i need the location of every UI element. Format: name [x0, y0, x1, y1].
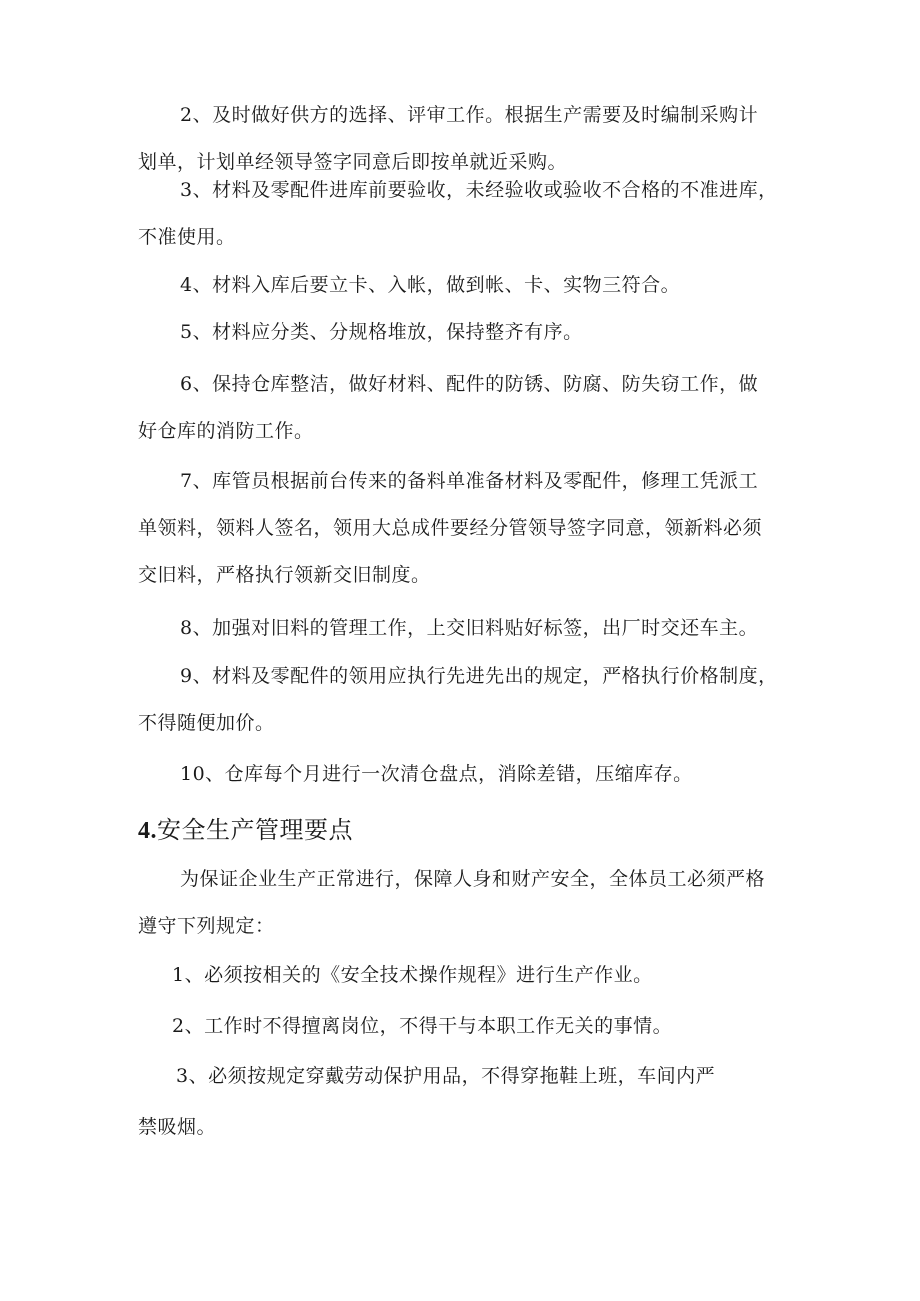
list-item-6	[138, 369, 798, 446]
text-line: 遵守下列规定：	[138, 915, 275, 937]
list-item-10	[138, 759, 798, 789]
text-line: 2、工作时不得擅离岗位，不得干与本职工作无关的事情。	[172, 1015, 673, 1037]
list-item-4	[138, 270, 798, 300]
text-line: 8、加强对旧料的管理工作，上交旧料贴好标签，出厂时交还车主。	[180, 617, 759, 639]
text-line: 禁吸烟。	[138, 1116, 217, 1138]
text-line: 4、材料入库后要立卡、入帐，做到帐、卡、实物三符合。	[180, 274, 681, 296]
text-line: 交旧料，严格执行领新交旧制度。	[138, 564, 431, 586]
intro-paragraph	[138, 864, 798, 941]
list-item-5	[138, 317, 798, 347]
text-line: 7、库管员根据前台传来的备料单准备材料及零配件，修理工凭派工	[180, 470, 759, 492]
section-heading	[138, 812, 353, 849]
rule-item-1	[138, 960, 798, 990]
text-line: 6、保持仓库整洁，做好材料、配件的防锈、防腐、防失窃工作，做	[180, 373, 759, 395]
text-line: 不准使用。	[138, 226, 236, 248]
rule-item-3	[138, 1061, 798, 1142]
section-number: 4.	[138, 818, 157, 844]
text-line: 9、材料及零配件的领用应执行先进先出的规定，严格执行价格制度，	[180, 665, 778, 687]
text-line: 单领料，领料人签名，领用大总成件要经分管领导签字同意，领新料必须	[138, 517, 763, 539]
list-item-2	[138, 100, 798, 177]
text-line: 5、材料应分类、分规格堆放，保持整齐有序。	[180, 321, 583, 343]
text-line: 划单，计划单经领导签字同意后即按单就近采购。	[138, 151, 568, 173]
text-line: 3、材料及零配件进库前要验收，未经验收或验收不合格的不准进库，	[180, 179, 778, 201]
text-line: 10、仓库每个月进行一次清仓盘点，消除差错，压缩库存。	[180, 763, 693, 785]
text-line: 好仓库的消防工作。	[138, 420, 314, 442]
text-line: 3、必须按规定穿戴劳动保护用品，不得穿拖鞋上班，车间内严	[176, 1065, 716, 1087]
list-item-7	[138, 466, 798, 590]
text-line: 为保证企业生产正常进行，保障人身和财产安全，全体员工必须严格	[180, 868, 766, 890]
list-item-8	[138, 613, 798, 643]
list-item-3	[138, 175, 798, 252]
text-line: 1、必须按相关的《安全技术操作规程》进行生产作业。	[172, 964, 653, 986]
rule-item-2	[138, 1011, 798, 1041]
list-item-9	[138, 661, 798, 738]
text-line: 不得随便加价。	[138, 712, 275, 734]
text-line: 2、及时做好供方的选择、评审工作。根据生产需要及时编制采购计	[180, 104, 759, 126]
section-title: 安全生产管理要点	[157, 816, 353, 844]
